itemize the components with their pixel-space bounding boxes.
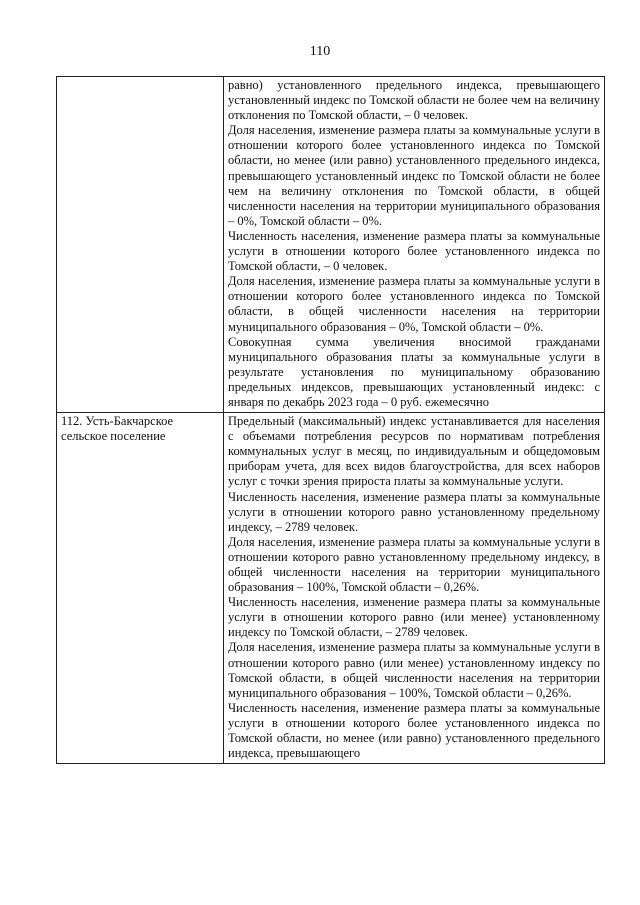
page-number: 110 [309,44,331,59]
paragraph: Численность населения, изменение размера платы за коммунальные услуги в отношении которого более установленного индекса по Томской области, но менее (или равно) установленного предельного индекса, превышающего [228,700,600,761]
paragraph: Доля населения, изменение размера платы за коммунальные услуги в отношении которого более установленного индекса по Томской области, но менее (или равно) установленного предельного индекса, превышающего установленный индекс по Томской области не более чем на величину отклонения по Томской области, в общей численности населения на территории муниципального образования – 0%, Томской области – 0%. [228,123,600,228]
paragraph: Доля населения, изменение размера платы за коммунальные услуги в отношении которого более установленного индекса по Томской области, в общей численности населения на территории муниципального образования – 0%, Томской области – 0%. [228,274,600,334]
table-row [57,77,605,413]
index-table [56,76,605,764]
paragraph: Численность населения, изменение размера платы за коммунальные услуги в отношении которого равно установленному предельному индексу, – 2789 человек. [228,489,600,534]
paragraph: Доля населения, изменение размера платы за коммунальные услуги в отношении которого равно установленному предельному индексу, в общей численности населения на территории муниципального образования – 100%, Томской области – 0,26%. [228,534,600,595]
description-cell [224,77,605,413]
paragraph: Численность населения, изменение размера платы за коммунальные услуги в отношении которого равно (или менее) установленному индексу по Томской области, – 2789 человек. [228,595,600,640]
paragraph: Предельный (максимальный) индекс устанавливается для населения с объемами потребления ресурсов по нормативам потребления коммунальных услуг в месяц, по индивидуальным и общедомовым приборам учета, для всех видов благоустройства, для всех наборов услуг с точки зрения прироста платы за коммунальные услуги. [228,414,600,489]
paragraph: Совокупная сумма увеличения вносимой гражданами муниципального образования платы за коммунальные услуги в результате установления по муниципальному образованию предельных индексов, превышающих установленный индекс: с января по декабрь 2023 года – 0 руб. ежемесячно [228,334,600,409]
municipality-name-cell: 112. Усть-Бакчарское сельское поселение [57,413,224,764]
paragraph: равно) установленного предельного индекса, превышающего установленный индекс по Томской области не более чем на величину отклонения по Томской области, – 0 человек. [228,78,600,123]
description-cell [224,413,605,764]
paragraph: Численность населения, изменение размера платы за коммунальные услуги в отношении которого более установленного индекса по Томской области, – 0 человек. [228,228,600,274]
table-row [57,413,605,764]
paragraph: Доля населения, изменение размера платы за коммунальные услуги в отношении которого равно (или менее) установленному индексу по Томской области, в общей численности населения на территории муниципального образования – 100%, Томской области – 0,26%. [228,640,600,700]
municipality-name-cell [57,77,224,413]
